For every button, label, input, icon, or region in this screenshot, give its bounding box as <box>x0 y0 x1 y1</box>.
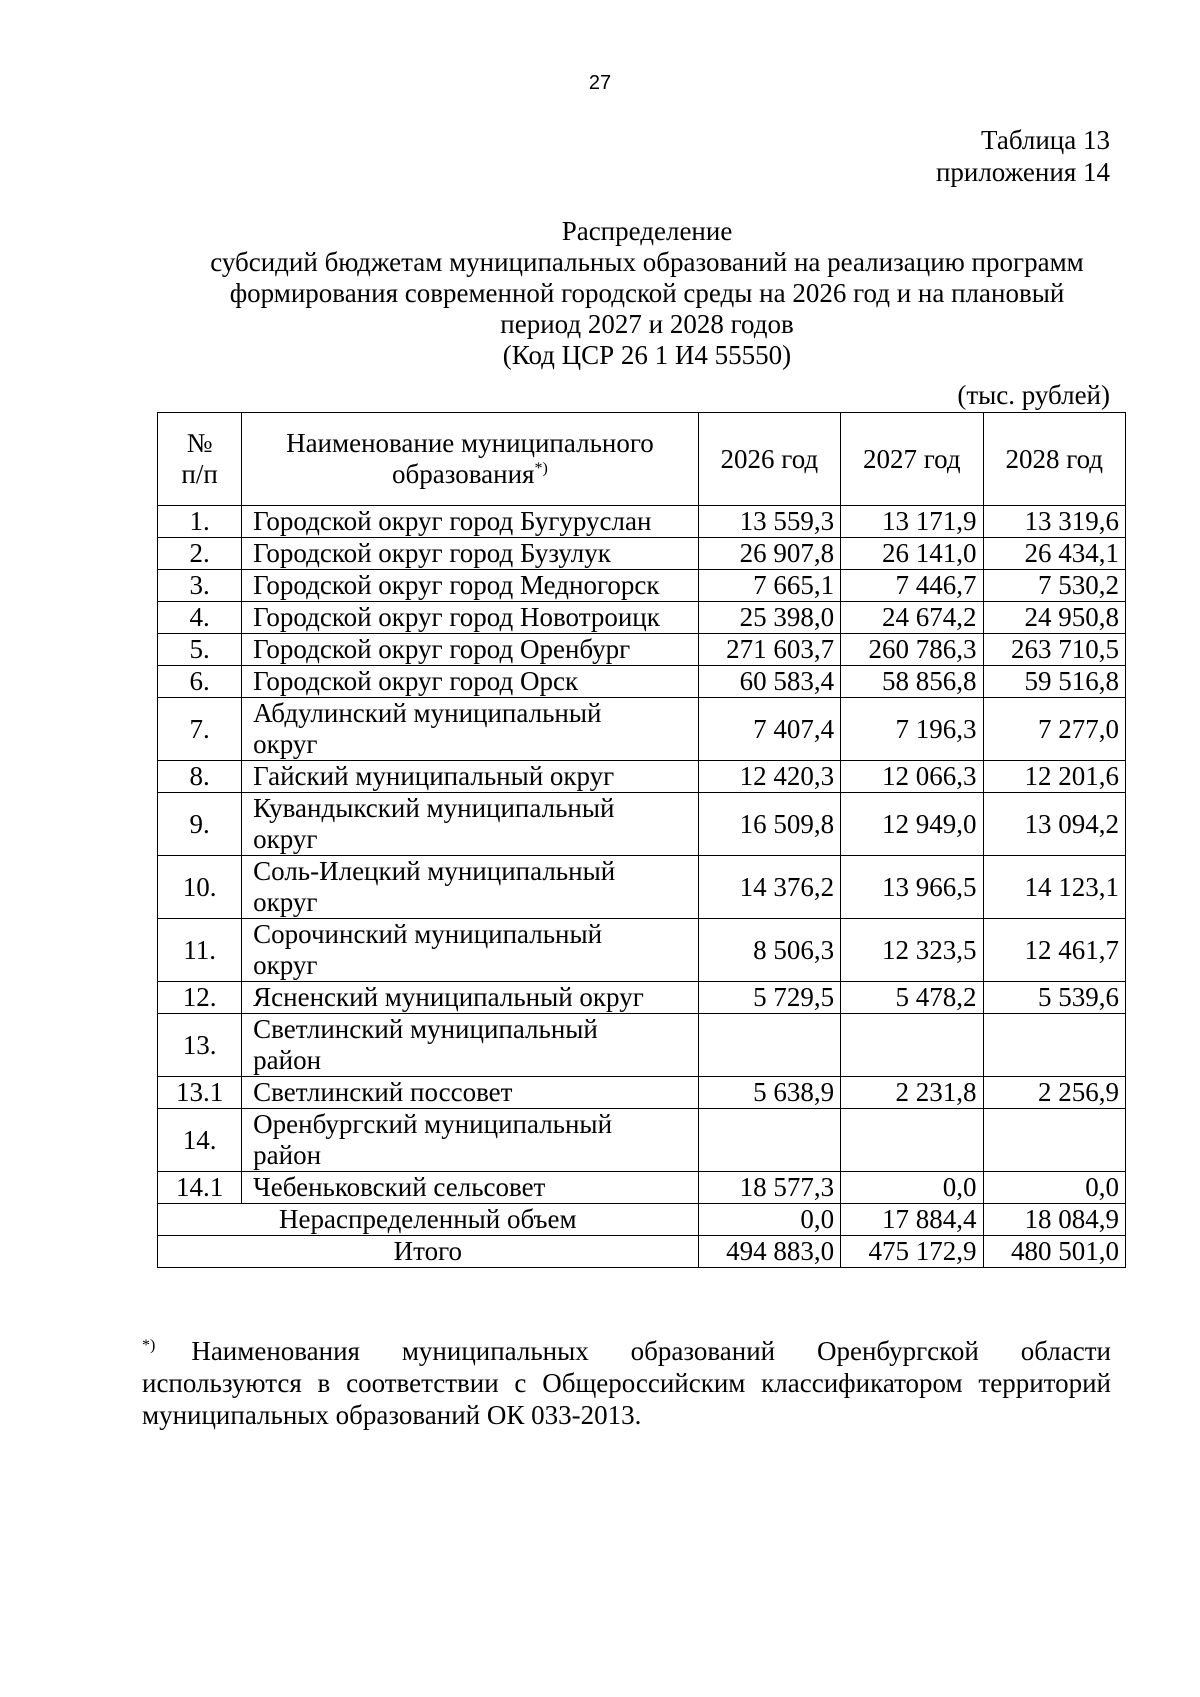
table-row <box>158 570 1126 602</box>
row-name: Абдулинский муниципальный округ <box>242 698 698 761</box>
table-row <box>158 1077 1126 1109</box>
row-name: Сорочинский муниципальный округ <box>242 919 698 982</box>
header-name <box>242 413 698 506</box>
row-value-2026: 12 420,3 <box>698 761 840 793</box>
header-2028: 2028 год <box>983 413 1125 506</box>
undistributed-2027: 17 884,4 <box>841 1204 983 1236</box>
row-value-2027: 7 196,3 <box>841 698 983 761</box>
row-value-2027: 58 856,8 <box>841 666 983 698</box>
row-number: 14.1 <box>158 1172 242 1204</box>
row-value-2028: 24 950,8 <box>983 602 1125 634</box>
undistributed-row <box>158 1204 1126 1236</box>
row-value-2027: 7 446,7 <box>841 570 983 602</box>
row-value-2027: 13 171,9 <box>841 506 983 538</box>
row-value-2026: 8 506,3 <box>698 919 840 982</box>
title-line-4: период 2027 и 2028 годов <box>500 309 794 339</box>
row-value-2028: 26 434,1 <box>983 538 1125 570</box>
row-value-2028: 0,0 <box>983 1172 1125 1204</box>
row-value-2026: 25 398,0 <box>698 602 840 634</box>
title-line-3: формирования современной городской среды на 2026 год и на плановый <box>229 278 1065 308</box>
row-number: 3. <box>158 570 242 602</box>
table-row <box>158 538 1126 570</box>
row-value-2028: 2 256,9 <box>983 1077 1125 1109</box>
row-name: Оренбургский муниципальный район <box>242 1109 698 1172</box>
table-row <box>158 761 1126 793</box>
table-row <box>158 856 1126 919</box>
header-2027: 2027 год <box>841 413 983 506</box>
row-name: Светлинский поссовет <box>242 1077 698 1109</box>
row-value-2027: 12 066,3 <box>841 761 983 793</box>
row-value-2026 <box>698 1109 840 1172</box>
header-number-sign: № <box>186 428 213 458</box>
header-name-line-2 <box>248 459 691 490</box>
row-value-2026: 13 559,3 <box>698 506 840 538</box>
row-value-2028: 13 094,2 <box>983 793 1125 856</box>
title-line-2: субсидий бюджетам муниципальных образований на реализацию программ <box>210 247 1084 277</box>
row-value-2027: 260 786,3 <box>841 634 983 666</box>
attachment-note <box>936 124 1110 188</box>
distribution-table <box>157 412 1126 1268</box>
row-name: Кувандыкский муниципальный округ <box>242 793 698 856</box>
row-value-2026: 14 376,2 <box>698 856 840 919</box>
row-value-2026 <box>698 1014 840 1077</box>
total-2028: 480 501,0 <box>983 1236 1125 1268</box>
row-number: 13. <box>158 1014 242 1077</box>
row-number: 5. <box>158 634 242 666</box>
row-value-2026: 26 907,8 <box>698 538 840 570</box>
row-value-2027: 12 949,0 <box>841 793 983 856</box>
row-value-2026: 16 509,8 <box>698 793 840 856</box>
units-label: (тыс. рублей) <box>957 380 1110 410</box>
footnote-mark: *) <box>142 1337 156 1354</box>
row-name: Городской округ город Бузулук <box>242 538 698 570</box>
row-value-2027: 5 478,2 <box>841 982 983 1014</box>
table-row <box>158 919 1126 982</box>
row-value-2028 <box>983 1109 1125 1172</box>
row-value-2028: 12 461,7 <box>983 919 1125 982</box>
row-value-2027: 12 323,5 <box>841 919 983 982</box>
undistributed-2028: 18 084,9 <box>983 1204 1125 1236</box>
undistributed-2026: 0,0 <box>698 1204 840 1236</box>
row-name: Соль-Илецкий муниципальный округ <box>242 856 698 919</box>
row-value-2027: 2 231,8 <box>841 1077 983 1109</box>
row-value-2027: 24 674,2 <box>841 602 983 634</box>
table-row <box>158 634 1126 666</box>
table-row <box>158 1014 1126 1077</box>
header-number-pp: п/п <box>181 459 218 489</box>
row-value-2027 <box>841 1014 983 1077</box>
page-number: 27 <box>588 72 612 94</box>
title-line-1: Распределение <box>561 216 733 246</box>
table-row <box>158 698 1126 761</box>
row-value-2026: 60 583,4 <box>698 666 840 698</box>
row-value-2027 <box>841 1109 983 1172</box>
row-value-2026: 18 577,3 <box>698 1172 840 1204</box>
row-value-2027: 26 141,0 <box>841 538 983 570</box>
row-name: Городской округ город Орск <box>242 666 698 698</box>
row-number: 9. <box>158 793 242 856</box>
row-value-2027: 0,0 <box>841 1172 983 1204</box>
title-line-5: (Код ЦСР 26 1 И4 55550) <box>502 340 792 370</box>
total-2026: 494 883,0 <box>698 1236 840 1268</box>
header-name-text: образования <box>392 459 535 489</box>
row-number: 8. <box>158 761 242 793</box>
header-footnote-mark: *) <box>534 460 548 477</box>
table-row <box>158 793 1126 856</box>
row-number: 7. <box>158 698 242 761</box>
table-row <box>158 982 1126 1014</box>
row-value-2026: 7 407,4 <box>698 698 840 761</box>
row-number: 4. <box>158 602 242 634</box>
row-number: 11. <box>158 919 242 982</box>
row-value-2028: 13 319,6 <box>983 506 1125 538</box>
row-value-2026: 5 638,9 <box>698 1077 840 1109</box>
row-value-2028 <box>983 1014 1125 1077</box>
row-name: Городской округ город Бугуруслан <box>242 506 698 538</box>
undistributed-label: Нераспределенный объем <box>158 1204 699 1236</box>
table-row <box>158 602 1126 634</box>
row-value-2026: 7 665,1 <box>698 570 840 602</box>
row-value-2028: 5 539,6 <box>983 982 1125 1014</box>
row-name: Чебеньковский сельсовет <box>242 1172 698 1204</box>
header-name-line-1: Наименование муниципального <box>286 428 654 458</box>
row-name: Светлинский муниципальный район <box>242 1014 698 1077</box>
row-name: Гайский муниципальный округ <box>242 761 698 793</box>
attachment-appendix-label: приложения 14 <box>935 157 1110 187</box>
table-row <box>158 1109 1126 1172</box>
row-name: Городской округ город Оренбург <box>242 634 698 666</box>
table-row <box>158 506 1126 538</box>
table-row <box>158 1172 1126 1204</box>
document-title <box>120 216 1174 371</box>
row-value-2028: 59 516,8 <box>983 666 1125 698</box>
row-number: 6. <box>158 666 242 698</box>
attachment-table-label: Таблица 13 <box>981 125 1110 155</box>
row-value-2028: 7 530,2 <box>983 570 1125 602</box>
footnote <box>142 1335 1111 1431</box>
header-number <box>158 413 242 506</box>
row-number: 13.1 <box>158 1077 242 1109</box>
total-2027: 475 172,9 <box>841 1236 983 1268</box>
footnote-text: Наименования муниципальных образований Оренбургской области используются в соответствии с Общероссийским классификатором территорий муниципальных образований ОК 033-2013. <box>142 1336 1111 1430</box>
row-name: Ясненский муниципальный округ <box>242 982 698 1014</box>
table-header-row <box>158 413 1126 506</box>
total-row <box>158 1236 1126 1268</box>
row-number: 1. <box>158 506 242 538</box>
row-name: Городской округ город Медногорск <box>242 570 698 602</box>
row-value-2028: 12 201,6 <box>983 761 1125 793</box>
table-row <box>158 666 1126 698</box>
row-number: 14. <box>158 1109 242 1172</box>
row-value-2028: 14 123,1 <box>983 856 1125 919</box>
header-2026: 2026 год <box>698 413 840 506</box>
row-value-2026: 5 729,5 <box>698 982 840 1014</box>
row-name: Городской округ город Новотроицк <box>242 602 698 634</box>
row-value-2028: 7 277,0 <box>983 698 1125 761</box>
row-number: 12. <box>158 982 242 1014</box>
total-label: Итого <box>158 1236 699 1268</box>
row-value-2027: 13 966,5 <box>841 856 983 919</box>
row-number: 10. <box>158 856 242 919</box>
row-value-2028: 263 710,5 <box>983 634 1125 666</box>
row-value-2026: 271 603,7 <box>698 634 840 666</box>
row-number: 2. <box>158 538 242 570</box>
